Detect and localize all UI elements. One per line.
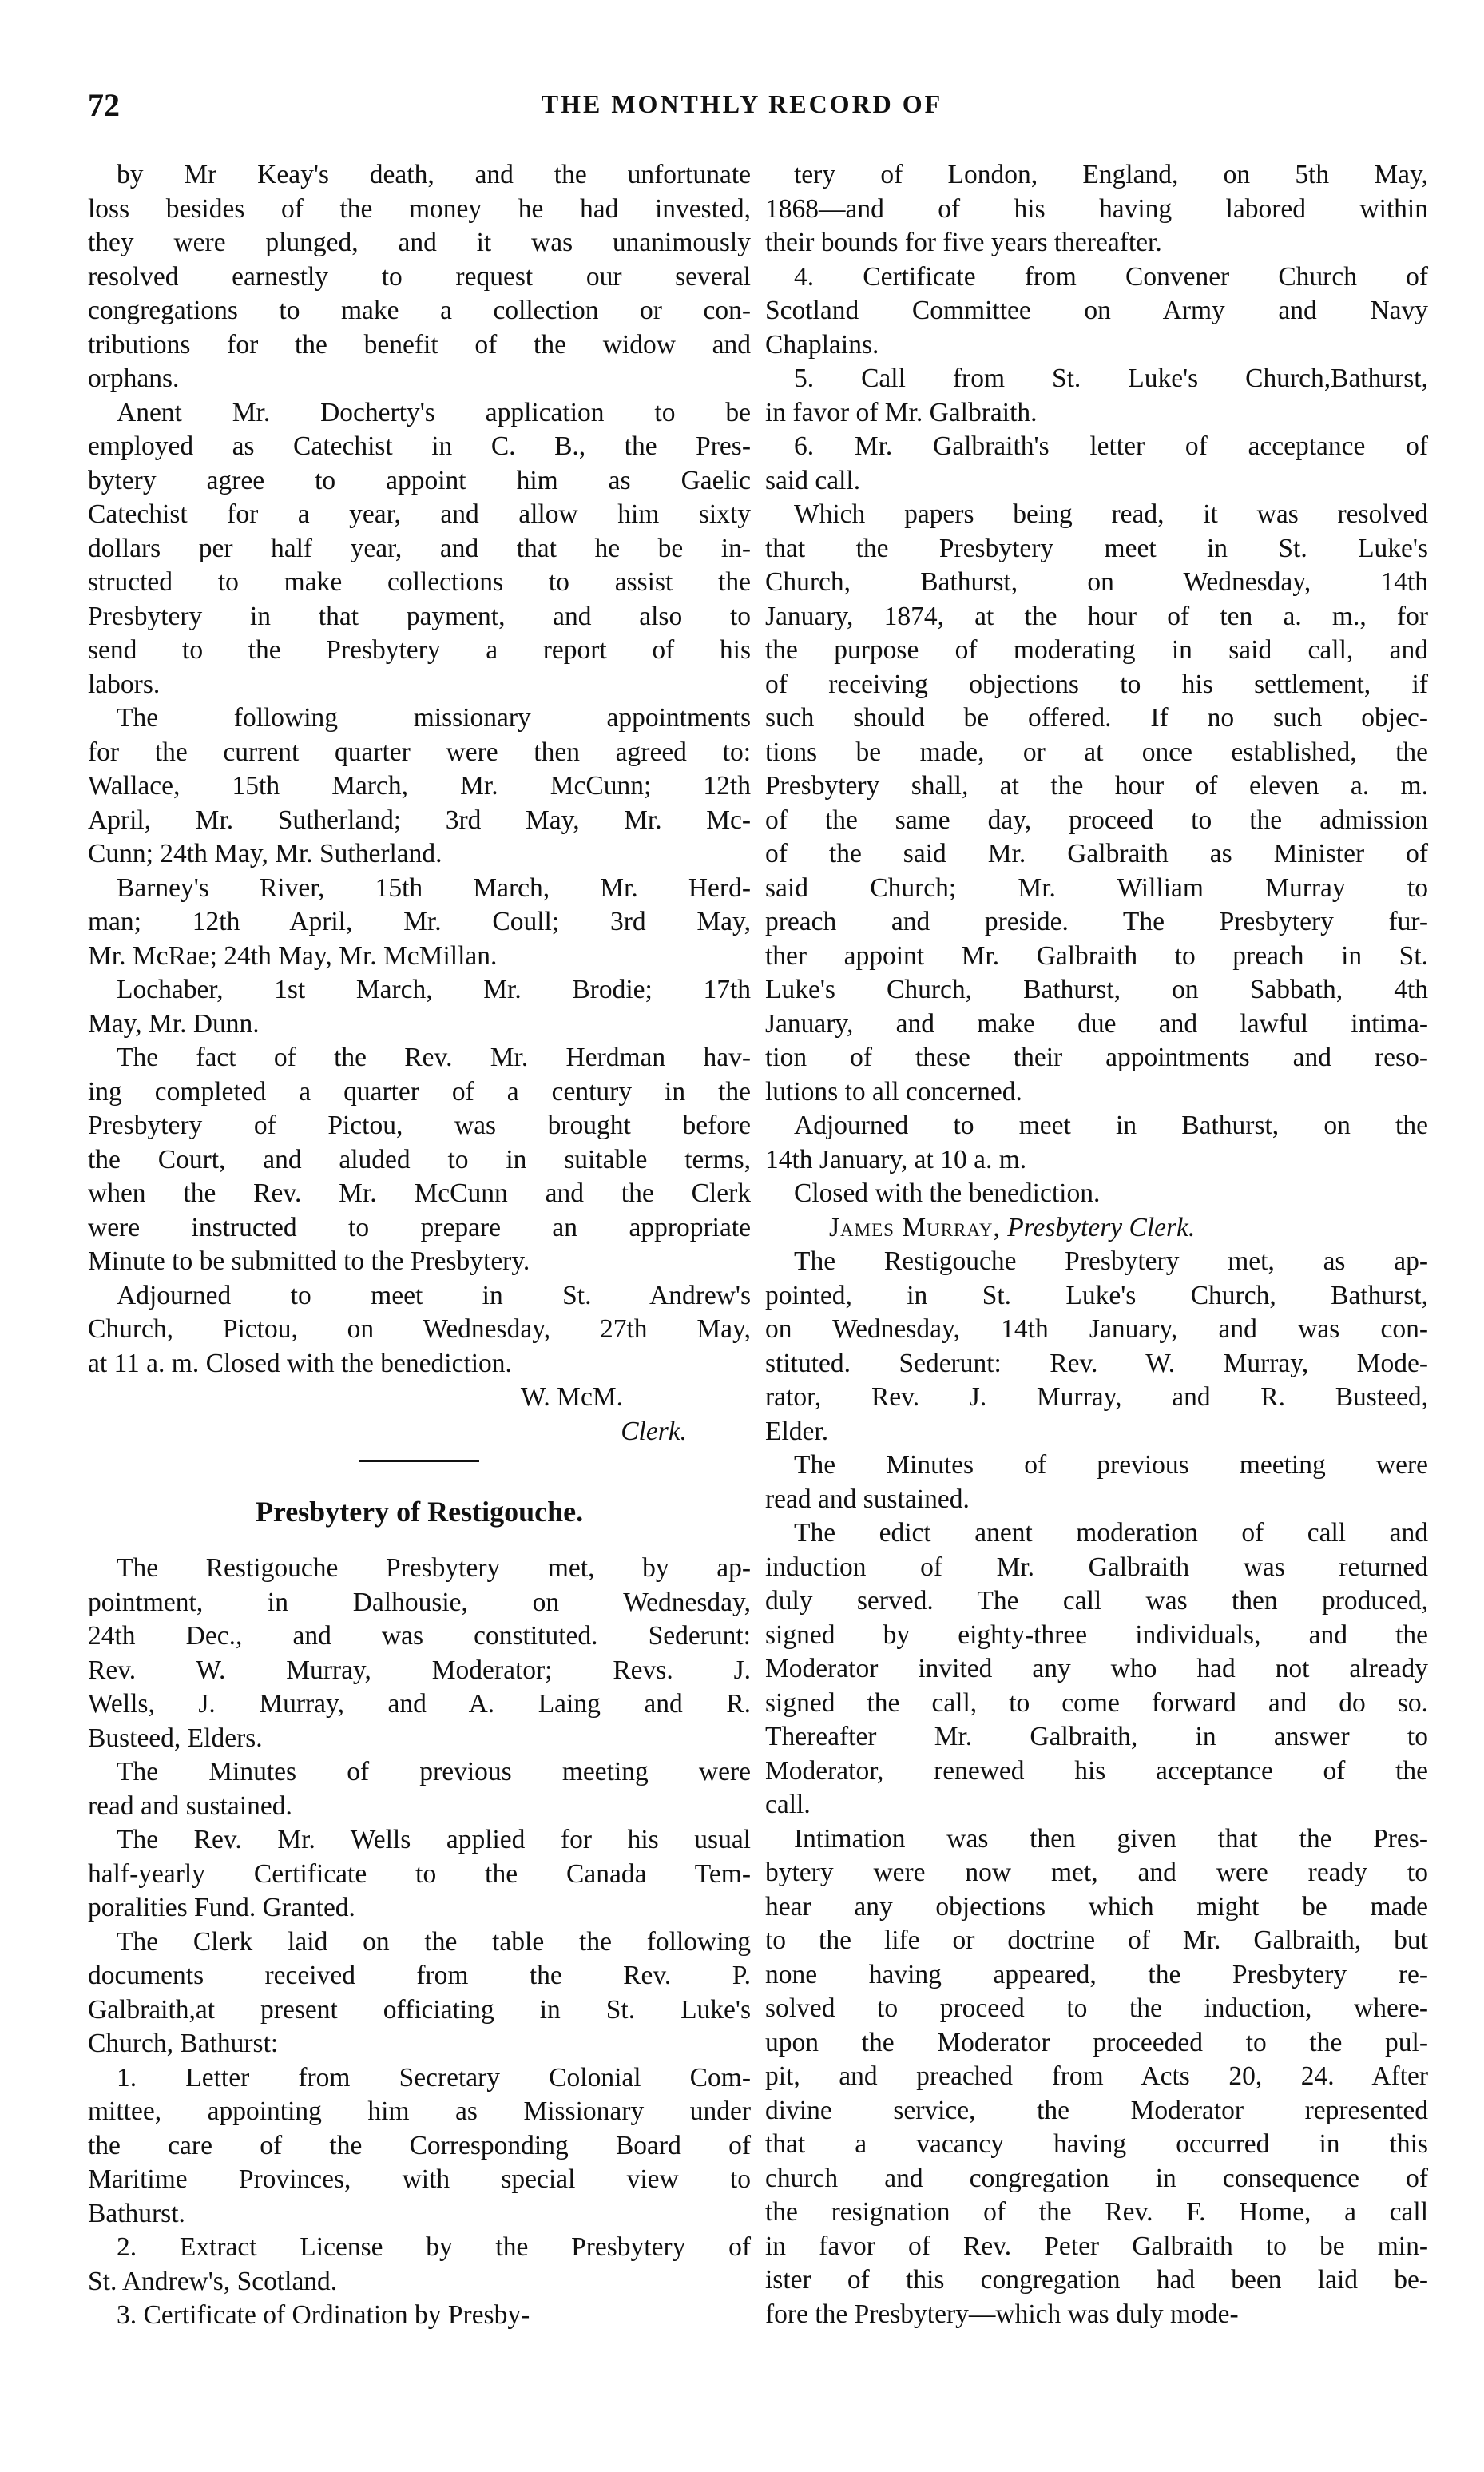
text-line: rator, Rev. J. Murray, and R. Busteed, <box>765 1382 1428 1412</box>
text-line: man; 12th April, Mr. Coull; 3rd May, <box>88 907 751 936</box>
paragraph <box>765 1516 1428 1822</box>
paragraph <box>88 1552 751 1755</box>
text-line: April, Mr. Sutherland; 3rd May, Mr. Mc- <box>88 805 751 835</box>
text-line: ther appoint Mr. Galbraith to preach in St. <box>765 940 1428 971</box>
text-line: their bounds for five years thereafter. <box>765 228 1162 257</box>
text-line: Maritime Provinces, with special view to <box>88 2164 751 2194</box>
text-line: The fact of the Rev. Mr. Herdman hav- <box>117 1043 751 1072</box>
text-line: Anent Mr. Docherty's application to be <box>117 397 751 427</box>
text-line: loss besides of the money he had invested, <box>88 193 751 224</box>
paragraph <box>88 1755 751 1823</box>
text-line: 2. Extract License by the Presbytery of <box>117 2232 751 2262</box>
text-line: Scotland Committee on Army and Navy <box>765 296 1428 325</box>
text-line: Lochaber, 1st March, Mr. Brodie; 17th <box>117 975 751 1004</box>
text-line: such should be offered. If no such objec- <box>765 703 1428 733</box>
text-line: Rev. W. Murray, Moderator; Revs. J. <box>88 1655 751 1685</box>
text-line: Thereafter Mr. Galbraith, in answer to <box>765 1722 1428 1751</box>
section-title: Presbytery of Restigouche. <box>255 1496 584 1528</box>
paragraph <box>765 260 1428 363</box>
text-line: Luke's Church, Bathurst, on Sabbath, 4th <box>765 975 1428 1004</box>
text-line: induction of Mr. Galbraith was returned <box>765 1552 1428 1582</box>
text-line: January, 1874, at the hour of ten a. m., for <box>765 601 1428 631</box>
text-line: call. <box>765 1790 811 1819</box>
text-line: for the current quarter were then agreed to: <box>88 737 751 767</box>
text-line: The Rev. Mr. Wells applied for his usual <box>117 1825 751 1854</box>
text-line: employed as Catechist in C. B., the Pres- <box>88 431 751 461</box>
text-line: of receiving objections to his settlement, if <box>765 669 1428 699</box>
text-line: ing completed a quarter of a century in the <box>88 1076 751 1107</box>
text-line: 24th Dec., and was constituted. Sederunt: <box>88 1621 751 1651</box>
paragraph <box>88 1823 751 1926</box>
text-line: 5. Call from St. Luke's Church,Bathurst, <box>794 364 1428 393</box>
paragraph <box>765 1822 1428 2332</box>
text-line: the purpose of moderating in said call, and <box>765 635 1428 665</box>
text-line: structed to make collections to assist the <box>88 567 751 597</box>
text-line: that a vacancy having occurred in this <box>765 2129 1428 2159</box>
text-line: Adjourned to meet in St. Andrew's <box>117 1280 751 1310</box>
text-line: January, and make due and lawful intima- <box>765 1008 1428 1039</box>
text-line: signed by eighty-three individuals, and the <box>765 1620 1428 1650</box>
text-line: Church, Bathurst: <box>88 2029 279 2058</box>
signature-role <box>88 1415 751 1449</box>
text-line: upon the Moderator proceeded to the pul- <box>765 2027 1428 2057</box>
text-line: 1. Letter from Secretary Colonial Com- <box>117 2062 751 2092</box>
text-line: said call. <box>765 465 861 495</box>
text-line: ister of this congregation had been laid be- <box>765 2265 1428 2295</box>
text-line: congregations to make a collection or con- <box>88 296 751 325</box>
text-line: they were plunged, and it was unanimously <box>88 228 751 257</box>
signature-role: Presbytery Clerk. <box>1007 1212 1196 1242</box>
text-line: Moderator, renewed his acceptance of the <box>765 1755 1428 1786</box>
paragraph <box>765 158 1428 260</box>
text-line: on Wednesday, 14th January, and was con- <box>765 1314 1428 1344</box>
text-line: Presbytery in that payment, and also to <box>88 601 751 631</box>
text-line: bytery were now met, and were ready to <box>765 1858 1428 1887</box>
text-line: Catechist for a year, and allow him sixty <box>88 499 751 529</box>
text-line: The following missionary appointments <box>117 703 751 733</box>
text-line: to the life or doctrine of Mr. Galbraith, but <box>765 1926 1428 1955</box>
paragraph <box>88 1041 751 1279</box>
text-line: said Church; Mr. William Murray to <box>765 872 1428 903</box>
paragraph <box>765 1449 1428 1516</box>
signature-role-text: Clerk. <box>621 1416 687 1446</box>
text-line: Church, Pictou, on Wednesday, 27th May, <box>88 1314 751 1344</box>
text-line: The Minutes of previous meeting were <box>794 1450 1428 1480</box>
left-column <box>88 158 751 2333</box>
text-line: half-yearly Certificate to the Canada Tem- <box>88 1858 751 1889</box>
text-line: Wells, J. Murray, and A. Laing and R. <box>88 1689 751 1719</box>
paragraph <box>88 701 751 872</box>
text-line: Chaplains. <box>765 329 879 360</box>
paragraph <box>88 973 751 1041</box>
text-line: resolved earnestly to request our several <box>88 261 751 292</box>
text-line: pit, and preached from Acts 20, 24. After <box>765 2061 1428 2091</box>
text-line: the care of the Corresponding Board of <box>88 2130 751 2160</box>
text-line: The Restigouche Presbytery met, by ap- <box>117 1553 751 1583</box>
text-line: read and sustained. <box>88 1790 292 1821</box>
signature-name: James Murray, <box>829 1212 1001 1242</box>
text-line: The Clerk laid on the table the following <box>117 1926 751 1957</box>
text-line: labors. <box>88 669 161 699</box>
paragraph <box>88 1279 751 1381</box>
text-line: Barney's River, 15th March, Mr. Herd- <box>117 872 751 903</box>
text-line: orphans. <box>88 364 180 393</box>
signature-line <box>765 1211 1428 1246</box>
paragraph <box>88 396 751 702</box>
text-line: Presbytery of Pictou, was brought before <box>88 1111 751 1140</box>
text-line: poralities Fund. Granted. <box>88 1893 355 1922</box>
paragraph <box>765 498 1428 1109</box>
text-line: St. Andrew's, Scotland. <box>88 2266 338 2296</box>
text-line: duly served. The call was then produced, <box>765 1586 1428 1616</box>
paragraph <box>88 872 751 974</box>
text-line: mittee, appointing him as Missionary under <box>88 2096 751 2126</box>
text-line: Galbraith,at present officiating in St. Luke's <box>88 1994 751 2025</box>
text-line: at 11 a. m. Closed with the benediction. <box>88 1348 512 1378</box>
text-line: preach and preside. The Presbytery fur- <box>765 907 1428 936</box>
paragraph <box>88 2231 751 2299</box>
text-line: Mr. McRae; 24th May, Mr. McMillan. <box>88 940 498 971</box>
text-line: of the said Mr. Galbraith as Minister of <box>765 839 1428 868</box>
text-line: tion of these their appointments and reso- <box>765 1043 1428 1072</box>
text-line: Moderator invited any who had not already <box>765 1654 1428 1683</box>
text-line: The edict anent moderation of call and <box>794 1518 1428 1548</box>
text-line: 14th January, at 10 a. m. <box>765 1144 1027 1174</box>
paragraph <box>765 362 1428 430</box>
text-line: the resignation of the Rev. F. Home, a call <box>765 2197 1428 2227</box>
text-line: pointed, in St. Luke's Church, Bathurst, <box>765 1280 1428 1310</box>
text-line: that the Presbytery meet in St. Luke's <box>765 533 1428 563</box>
text-line: The Minutes of previous meeting were <box>117 1757 751 1786</box>
text-line: Which papers being read, it was resolved <box>794 499 1428 529</box>
paragraph <box>765 1177 1428 1211</box>
text-line: pointment, in Dalhousie, on Wednesday, <box>88 1587 751 1617</box>
text-line: Closed with the benediction. <box>794 1178 1101 1208</box>
signature-name <box>88 1381 751 1415</box>
text-line: fore the Presbytery—which was duly mode- <box>765 2299 1239 2329</box>
running-head: THE MONTHLY RECORD OF <box>541 89 943 118</box>
text-line: Presbytery shall, at the hour of eleven a. m. <box>765 771 1428 801</box>
right-column <box>765 158 1428 2331</box>
text-line: bytery agree to appoint him as Gaelic <box>88 465 751 495</box>
paragraph <box>765 430 1428 498</box>
paragraph <box>88 2299 751 2333</box>
text-line: dollars per half year, and that he be in- <box>88 533 751 563</box>
text-line: Wallace, 15th March, Mr. McCunn; 12th <box>88 771 751 801</box>
text-line: Intimation was then given that the Pres- <box>794 1823 1428 1854</box>
text-line: Cunn; 24th May, Mr. Sutherland. <box>88 839 442 868</box>
section-divider <box>359 1460 479 1462</box>
text-line: church and congregation in consequence of <box>765 2163 1428 2193</box>
text-line: stituted. Sederunt: Rev. W. Murray, Mode- <box>765 1348 1428 1378</box>
page-number: 72 <box>88 87 120 123</box>
text-line: The Restigouche Presbytery met, as ap- <box>794 1246 1428 1276</box>
text-line: 3. Certificate of Ordination by Presby- <box>117 2300 530 2330</box>
text-line: none having appeared, the Presbytery re- <box>765 1959 1428 1989</box>
text-line: 4. Certificate from Convener Church of <box>794 261 1428 292</box>
text-line: Church, Bathurst, on Wednesday, 14th <box>765 567 1428 597</box>
text-line: documents received from the Rev. P. <box>88 1961 751 1990</box>
text-line: 1868—and of his having labored within <box>765 193 1428 224</box>
text-line: hear any objections which might be made <box>765 1891 1428 1922</box>
text-line: tions be made, or at once established, the <box>765 737 1428 767</box>
text-line: the Court, and aluded to in suitable terms, <box>88 1144 751 1174</box>
text-line: Elder. <box>765 1416 829 1446</box>
text-line: Minute to be submitted to the Presbytery. <box>88 1246 530 1276</box>
text-line: lutions to all concerned. <box>765 1076 1022 1107</box>
text-line: by Mr Keay's death, and the unfortunate <box>117 160 751 189</box>
text-line: were instructed to prepare an appropriate <box>88 1212 751 1242</box>
signature-name-text: W. McM. <box>520 1382 623 1412</box>
text-line: divine service, the Moderator represented <box>765 2095 1428 2125</box>
text-line: Bathurst. <box>88 2198 185 2228</box>
text-line: send to the Presbytery a report of his <box>88 635 751 665</box>
paragraph <box>765 1245 1428 1449</box>
paragraph <box>88 1926 751 2061</box>
text-line: Busteed, Elders. <box>88 1723 263 1753</box>
text-line: in favor of Rev. Peter Galbraith to be min- <box>765 2231 1428 2261</box>
text-line: of the same day, proceed to the admission <box>765 805 1428 835</box>
text-line: when the Rev. Mr. McCunn and the Clerk <box>88 1178 751 1208</box>
page-header <box>0 86 1484 134</box>
text-line: in favor of Mr. Galbraith. <box>765 397 1038 427</box>
text-line: solved to proceed to the induction, where- <box>765 1993 1428 2023</box>
text-line: signed the call, to come forward and do so. <box>765 1687 1428 1718</box>
section-divider-wrap <box>88 1460 751 1462</box>
text-line: read and sustained. <box>765 1484 970 1514</box>
text-line: 6. Mr. Galbraith's letter of acceptance of <box>794 431 1428 461</box>
paragraph <box>88 2061 751 2232</box>
text-line: Adjourned to meet in Bathurst, on the <box>794 1111 1428 1140</box>
text-line: tributions for the benefit of the widow and <box>88 329 751 360</box>
paragraph <box>88 158 751 396</box>
text-line: tery of London, England, on 5th May, <box>794 160 1428 189</box>
text-line: May, Mr. Dunn. <box>88 1008 260 1039</box>
paragraph <box>765 1109 1428 1177</box>
